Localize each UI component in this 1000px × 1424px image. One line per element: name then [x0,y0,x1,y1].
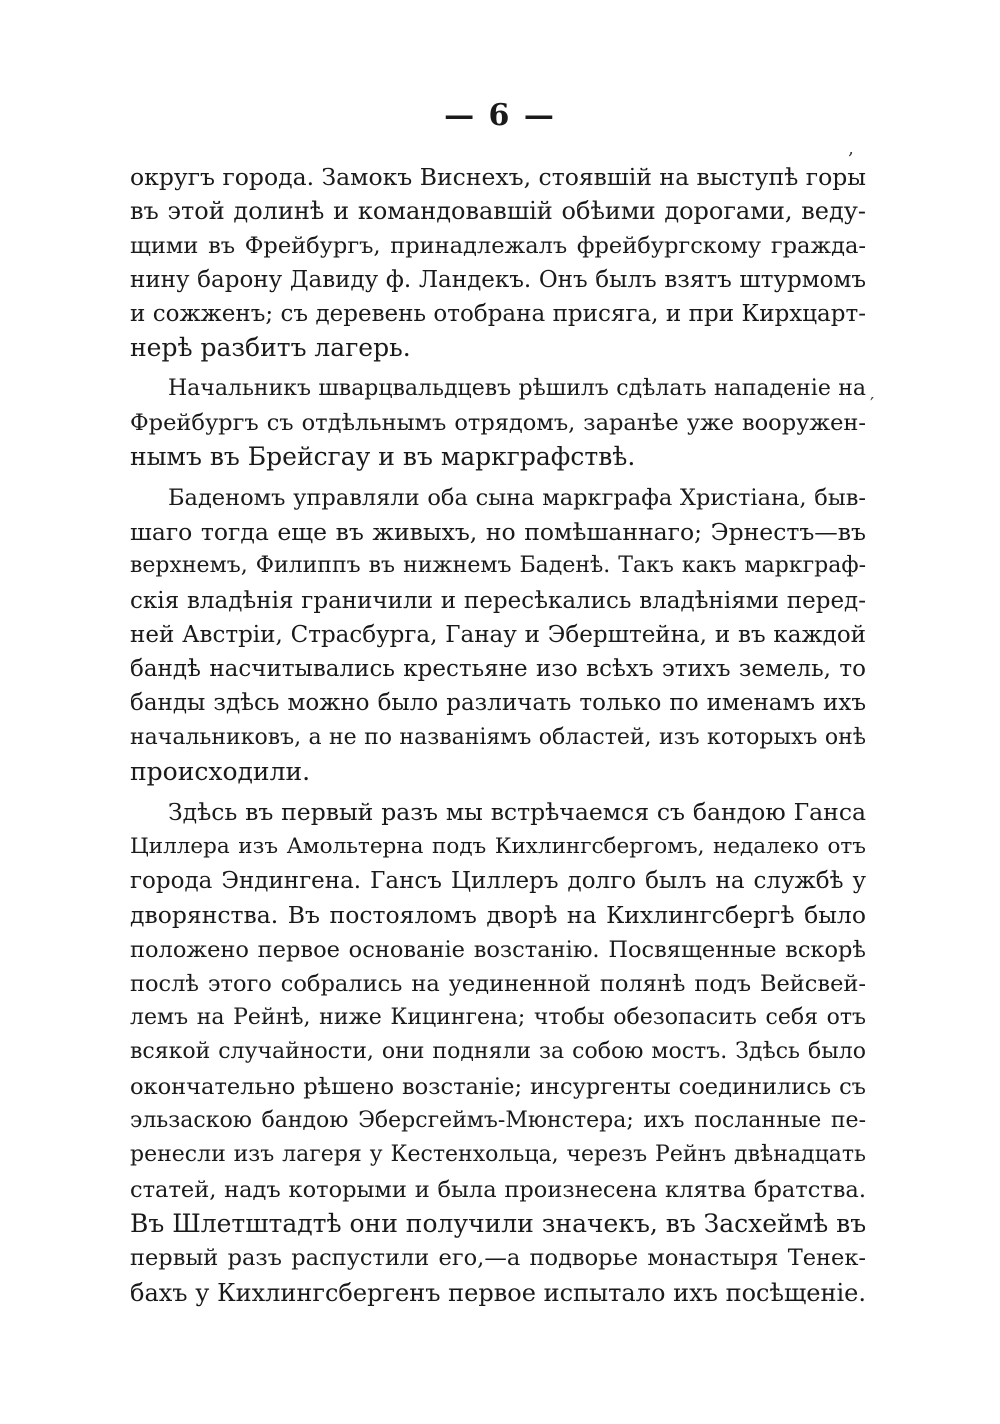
text-line: шаго тогда еще въ живыхъ, но помѣшаннаго; Эрнестъ—въ [130,517,866,546]
text-line: Начальникъ шварцвальдцевъ рѣшилъ сдѣлать нападеніе на [168,375,866,401]
paragraph [130,795,866,1309]
text-line: города Эндингена. Гансъ Циллеръ долго былъ на службѣ у [130,867,866,894]
text-line: Баденомъ управляли оба сына маркграфа Христіана, быв- [168,484,866,511]
text-line: нину барону Давиду ф. Ландекъ. Онъ былъ взятъ штурмомъ [130,266,866,293]
text-line: начальниковъ, а не по названіямъ областей, изъ которыхъ онѣ [130,724,866,750]
text-line: лемъ на Рейнѣ, ниже Кицингена; чтобы обезопасить себя отъ [130,1005,866,1031]
text-line: скія владѣнія граничили и пересѣкались владѣніями перед- [130,587,866,614]
text-line: первый разъ распустили его,—а подворье монастыря Тенек- [130,1245,866,1272]
text-line: положено первое основаніе возстанію. Посвященные вскорѣ [130,936,866,963]
text-line: окончательно рѣшено возстаніе; инсургенты соединились съ [130,1073,866,1100]
text-line: бандѣ насчитывались крестьяне изо всѣхъ этихъ земель, то [130,656,866,683]
text-line: банды здѣсь можно было различать только по именамъ ихъ [130,690,866,717]
text-line: ней Австріи, Страсбурга, Ганау и Эберштейна, и въ каждой [130,621,866,648]
text-line: дворянства. Въ постояломъ дворѣ на Кихлингсбергѣ было [130,901,866,930]
text-line: въ этой долинѣ и командовавшій обѣими дорогами, веду- [130,197,866,226]
text-line: и сожженъ; съ деревень отобрана присяга, и при Кирхцарт- [130,301,866,328]
margin-mark: ‚ [848,138,854,159]
page-number: — 6 — [444,98,556,133]
text-line: верхнемъ, Филиппъ въ нижнемъ Баденѣ. Такъ какъ маркграф- [130,553,866,579]
text-line: происходили. [130,757,311,787]
text-line: Въ Шлетштадтѣ они получили значекъ, въ Засхеймѣ въ [130,1208,866,1238]
paragraph [130,481,866,790]
text-line: нымъ въ Брейсгау и въ маркграфствѣ. [130,442,636,472]
paragraph [130,372,866,475]
text-line: Здѣсь въ первый разъ мы встрѣчаемся съ бандою Ганса [168,798,866,827]
margin-mark: ′ [870,394,875,415]
text-line: ренесли изъ лагеря у Кестенхольца, черезъ Рейнъ двѣнадцать [130,1142,866,1168]
text-line: Циллера изъ Амольтерна подъ Кихлингсбергомъ, недалеко отъ [130,833,866,859]
text-line: округъ города. Замокъ Виснехъ, стоявшій на выступѣ горы [130,163,866,191]
text-line: Фрейбургъ съ отдѣльнымъ отрядомъ, заранѣе уже вооружен- [130,410,866,437]
body-text [130,160,866,1316]
paragraph [130,160,866,366]
text-line: эльзаскою бандою Эберсгеймъ-Мюнстера; ихъ посланные пе- [130,1108,866,1134]
text-line: всякой случайности, они подняли за собою мостъ. Здѣсь было [130,1039,866,1065]
text-line: бахъ у Кихлингсбергенъ первое испытало ихъ посѣщеніе. [130,1278,866,1307]
text-line: нерѣ разбитъ лагерь. [130,333,411,363]
text-line: статей, надъ которыми и была произнесена клятва братства. [130,1176,866,1203]
text-line: послѣ этого собрались на уединенной полянѣ подъ Вейсвей- [130,970,866,997]
text-line: щими въ Фрейбургъ, принадлежалъ фрейбургскому гражда- [130,232,866,259]
